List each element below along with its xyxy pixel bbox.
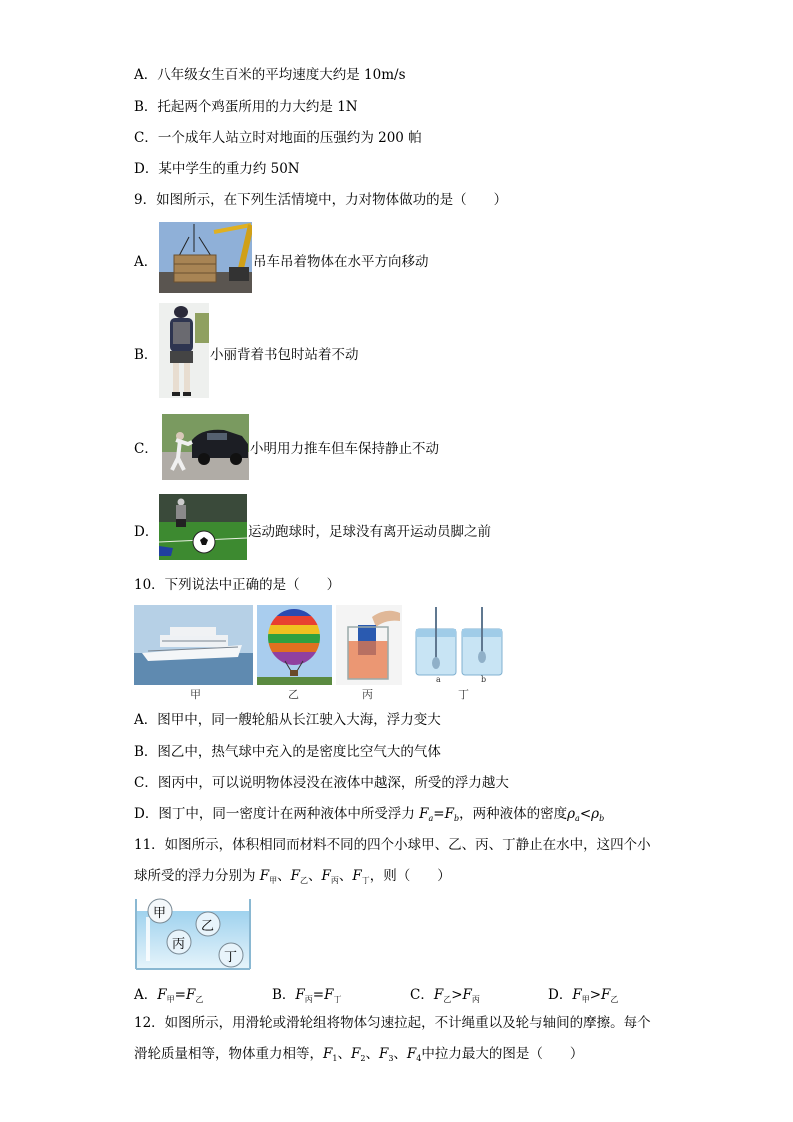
- q11-stem-line2: [134, 867, 451, 890]
- student-with-backpack-photo: [159, 303, 209, 398]
- q11-option-d-f2: F: [601, 987, 611, 1003]
- q8-option-b: B．托起两个鸡蛋所用的力大约是 1N: [134, 99, 358, 115]
- q12-stem2-pre: 滑轮质量相等，物体重力相等，: [134, 1046, 323, 1062]
- q10-option-d-f: F: [419, 806, 429, 822]
- q11-option-b: [272, 983, 341, 1005]
- q11-f2: F: [290, 868, 301, 884]
- hot-air-balloon-photo: [257, 605, 332, 685]
- q11-option-b-l: 丙: [304, 995, 313, 1004]
- q11-option-c-op: >: [451, 987, 463, 1003]
- q10-caption-yi: 乙: [288, 688, 299, 701]
- object-in-beaker-photo: [336, 605, 402, 685]
- q10-option-d-rho-sub-a: a: [575, 814, 580, 823]
- q11-sep3: 、: [338, 868, 353, 884]
- q12-f1: F: [323, 1046, 333, 1062]
- q9-option-c-label: C．: [134, 441, 158, 457]
- q11-option-a-r: 乙: [195, 995, 204, 1004]
- ball-jia-label: 甲: [153, 906, 167, 921]
- q11-option-b-f1: F: [295, 987, 305, 1003]
- q11-option-b-r: 丁: [333, 995, 342, 1004]
- q10-option-d-rho-sub-b: b: [599, 814, 605, 823]
- q11-option-a-op: =: [174, 987, 186, 1003]
- q12-f2: F: [350, 1046, 361, 1062]
- q11-sep1: 、: [277, 868, 291, 884]
- q10-stem: 10．下列说法中正确的是（ ）: [134, 577, 341, 593]
- q11-option-d-f1: F: [572, 987, 582, 1003]
- q10-caption-bing: 丙: [362, 688, 373, 701]
- q11-option-a-f2: F: [185, 987, 196, 1003]
- q10-caption-b: b: [481, 675, 487, 684]
- person-pushing-car-photo: [162, 414, 249, 480]
- q8-option-c: C．一个成年人站立时对地面的压强约为 200 帕: [134, 130, 422, 146]
- q11-stem2-pre: 球所受的浮力分别为: [134, 868, 260, 884]
- q11-f1-sub: 甲: [269, 876, 278, 885]
- q11-f4: F: [352, 868, 362, 884]
- q10-caption-a: a: [436, 675, 441, 684]
- q10-option-d-sub-a: a: [428, 814, 434, 823]
- q10-option-a: A．图甲中，同一艘轮船从长江驶入大海，浮力变大: [134, 712, 441, 728]
- q11-f4-sub: 丁: [361, 876, 370, 885]
- q10-option-c: C．图丙中，可以说明物体浸没在液体中越深，所受的浮力越大: [134, 775, 509, 791]
- q9-stem: 9．如图所示，在下列生活情境中，力对物体做功的是（ ）: [134, 192, 508, 208]
- q12-f2-sub: 2: [360, 1054, 366, 1063]
- q9-option-a-text: 吊车吊着物体在水平方向移动: [253, 254, 429, 270]
- ball-yi-label: 乙: [201, 919, 215, 934]
- q12-sep3: 、: [393, 1046, 407, 1062]
- q10-option-d-eq: =F: [433, 806, 454, 822]
- q11-option-d: [548, 983, 618, 1005]
- q10-option-d-lt: <ρ: [579, 806, 600, 822]
- q10-option-d-mid: ，两种液体的密度: [459, 806, 568, 822]
- q11-option-b-f2: F: [324, 987, 334, 1003]
- q12-f3-sub: 3: [388, 1054, 394, 1063]
- q11-stem2-post: ，则（ ）: [369, 868, 451, 884]
- cruise-ship-photo: [134, 605, 253, 685]
- q11-option-b-op: =: [312, 987, 325, 1003]
- q12-stem-line2: [134, 1045, 583, 1068]
- q10-option-d-rho: ρ: [567, 806, 576, 822]
- q12-f4: F: [406, 1046, 417, 1062]
- q11-option-d-r: 乙: [610, 995, 619, 1004]
- q11-stem-line1: 11．如图所示，体积相同而材料不同的四个小球甲、乙、丙、丁静止在水中，这四个小: [134, 837, 651, 853]
- soccer-ball-kick-photo: [159, 494, 247, 560]
- q11-option-b-label: B．: [272, 987, 296, 1003]
- q11-option-d-l: 甲: [581, 995, 590, 1004]
- q9-option-d-text: 运动跑球时，足球没有离开运动员脚之前: [248, 524, 491, 540]
- q11-option-c: [410, 983, 480, 1005]
- q11-f2-sub: 乙: [300, 876, 309, 885]
- q10-caption-jia: 甲: [190, 688, 201, 701]
- q12-stem2-post: 中拉力最大的图是（ ）: [421, 1046, 584, 1062]
- q9-option-c-text: 小明用力推车但车保持静止不动: [250, 441, 439, 457]
- q11-option-d-label: D．: [548, 987, 573, 1003]
- q11-option-a-l: 甲: [166, 995, 175, 1004]
- q11-option-c-f2: F: [462, 987, 472, 1003]
- q9-option-b-text: 小丽背着书包时站着不动: [210, 347, 359, 363]
- q10-option-d-pre: D．图丁中，同一密度计在两种液体中所受浮力: [134, 806, 420, 822]
- q8-option-a: A．八年级女生百米的平均速度大约是 10m/s: [134, 67, 406, 83]
- q11-f3: F: [321, 868, 331, 884]
- q9-option-b-label: B．: [134, 347, 158, 363]
- q12-sep1: 、: [337, 1046, 351, 1062]
- q11-option-a-f1: F: [157, 987, 167, 1003]
- q12-f3: F: [378, 1046, 389, 1062]
- ball-ding-label: 丁: [224, 950, 238, 965]
- ball-bing-label: 丙: [172, 937, 186, 952]
- q11-option-c-r: 丙: [471, 995, 480, 1004]
- q11-f1: F: [259, 868, 270, 884]
- q11-option-c-label: C．: [410, 987, 434, 1003]
- q12-sep2: 、: [365, 1046, 379, 1062]
- q11-option-a: [134, 983, 203, 1005]
- q11-option-c-l: 乙: [443, 995, 452, 1004]
- q9-option-a-label: A．: [134, 254, 158, 270]
- q10-option-d-sub-b: b: [453, 814, 460, 823]
- q10-caption-ding: 丁: [458, 688, 469, 701]
- q11-f3-sub: 丙: [330, 876, 339, 885]
- q8-option-d: D．某中学生的重力约 50N: [134, 161, 300, 177]
- q9-option-d-label: D．: [134, 524, 159, 540]
- q11-option-a-label: A．: [134, 987, 158, 1003]
- q10-option-d: [134, 805, 604, 828]
- hydrometer-beakers-diagram: [408, 605, 508, 685]
- crane-lifting-crate-photo: [159, 222, 252, 293]
- q12-stem-line1: 12．如图所示，用滑轮或滑轮组将物体匀速拉起，不计绳重以及轮与轴间的摩擦。每个: [134, 1015, 651, 1031]
- q11-sep2: 、: [308, 868, 322, 884]
- q11-option-d-op: >: [589, 987, 602, 1003]
- q10-option-b: B．图乙中，热气球中充入的是密度比空气大的气体: [134, 744, 441, 760]
- q12-f4-sub: 4: [416, 1054, 422, 1063]
- q11-option-c-f1: F: [433, 987, 444, 1003]
- q12-f1-sub: 1: [332, 1054, 338, 1063]
